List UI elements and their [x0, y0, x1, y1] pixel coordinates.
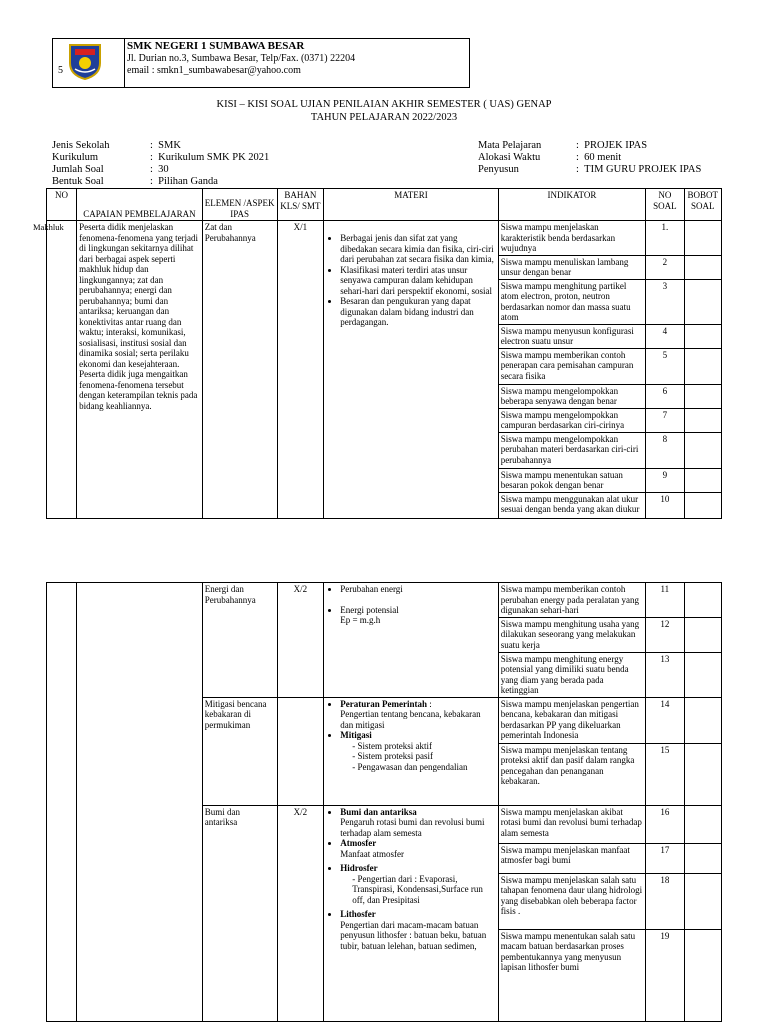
indikator-cell: Siswa mampu menjelaskan pengertian bencana, kebakaran dan mitigasi berdasarkan PP yang dikeluarkan pemerintah Indonesia — [498, 697, 645, 743]
page-number: 5 — [58, 65, 63, 76]
info-label: Jumlah Soal — [52, 164, 104, 175]
info-value: : PROJEK IPAS — [576, 140, 648, 151]
indikator-cell: Siswa mampu menghitung energy potensial yang dimiliki suatu benda yang diam yang berada pada ketinggian — [498, 652, 645, 697]
table-row — [47, 583, 722, 618]
materi-item: • Klasifikasi materi terdiri atas unsur senyawa campuran dalam kehidupan sehari-hari dari perspektif ekonomi, sosial — [340, 265, 495, 297]
bobot-cell — [684, 408, 721, 432]
indikator-cell: Siswa mampu menghitung partikel atom electron, proton, neutron berdasarkan nomor dan massa suatu atom — [498, 279, 645, 324]
bobot-cell — [684, 432, 721, 468]
materi-item: • Peraturan Pemerintah : Pengertian tentang bencana, kebakaran dan mitigasi — [340, 699, 495, 731]
col-header-materi: MATERI — [324, 189, 498, 221]
no-soal-cell: 8 — [646, 432, 684, 468]
materi-item: • Mitigasi - Sistem proteksi aktif - Sistem proteksi pasif - Pengawasan dan pengendalian — [340, 730, 495, 772]
indikator-cell: Siswa mampu memberikan contoh penerapan cara pemisahan campuran secara fisika — [498, 348, 645, 384]
bobot-cell — [684, 805, 721, 843]
no-soal-cell: 7 — [646, 408, 684, 432]
info-label: Penyusun — [478, 164, 519, 175]
no-soal-cell: 3 — [646, 279, 684, 324]
bobot-cell — [684, 843, 721, 873]
indikator-cell: Siswa mampu menuliskan lambang unsur dengan benar — [498, 255, 645, 279]
indikator-cell: Siswa mampu menjelaskan manfaat atmosfer bagi bumi — [498, 843, 645, 873]
no-soal-cell: 9 — [646, 468, 684, 492]
indikator-cell: Siswa mampu menjelaskan tentang proteksi aktif dan pasif dalam rangka pencegahan dan penanganan kebakaran. — [498, 743, 645, 805]
no-soal-cell: 12 — [646, 617, 684, 652]
no-soal-cell: 17 — [646, 843, 684, 873]
bahan-cell — [277, 697, 324, 805]
col-header-elemen: ELEMEN /ASPEK IPAS — [202, 189, 277, 221]
document-title: KISI – KISI SOAL UJIAN PENILAIAN AKHIR SEMESTER ( UAS) GENAP — [216, 99, 552, 110]
materi-item: • Besaran dan pengukuran yang dapat digunakan dalam bidang industri dan perdagangan. — [340, 296, 495, 328]
letterhead — [52, 38, 470, 88]
kisi-table-1 — [33, 188, 722, 519]
document-subtitle: TAHUN PELAJARAN 2022/2023 — [310, 112, 458, 123]
no-soal-cell: 10 — [646, 492, 684, 518]
materi-item: • Lithosfer Pengertian dari macam-macam batuan penyusun lithosfer : batuan beku, batuan tubir, batuan lelehan, batuan sedimen, — [340, 909, 495, 951]
bobot-cell — [684, 324, 721, 348]
no-soal-cell: 14 — [646, 697, 684, 743]
bobot-cell — [684, 384, 721, 408]
school-name: SMK NEGERI 1 SUMBAWA BESAR — [127, 40, 305, 52]
no-soal-cell: 1. — [646, 221, 684, 256]
col-header-bobot: BOBOT SOAL — [684, 189, 721, 221]
logo-cell — [53, 39, 125, 87]
materi-cell — [324, 583, 498, 698]
info-value: : TIM GURU PROJEK IPAS — [576, 164, 702, 175]
col-header-indikator: INDIKATOR — [498, 189, 645, 221]
bobot-cell — [684, 279, 721, 324]
bobot-cell — [684, 468, 721, 492]
no-soal-cell: 15 — [646, 743, 684, 805]
elemen-cell: Mitigasi bencana kebakaran di permukiman — [202, 697, 277, 805]
bobot-cell — [684, 617, 721, 652]
materi-cell — [324, 697, 498, 805]
info-label: Jenis Sekolah — [52, 140, 110, 151]
info-value: : Pilihan Ganda — [150, 176, 218, 187]
capaian-cell: Peserta didik menjelaskan fenomena-fenomena yang terjadi di lingkungan sekitarnya dilihat dari berbagai aspek seperti makhluk hidup dan lingkungannya; zat dan perubahannya; energi dan perubahannya; bumi dan antariksa; keruangan dan konektivitas antar ruang dan waktu; interaksi, komunikasi, sosialisasi, institusi sosial dan dinamika sosial; serta perilaku ekonomi dan kesejahteraan. Peserta didik juga mengaitkan fenomena-fenomena tersebut dengan keterampilan teknis pada bidang keahliannya. — [77, 221, 203, 519]
no-soal-cell: 2 — [646, 255, 684, 279]
letterhead-text — [127, 40, 355, 78]
materi-item: • Energi potensial — [340, 605, 495, 616]
indikator-cell: Siswa mampu menggunakan alat ukur sesuai dengan benda yang akan diukur — [498, 492, 645, 518]
indikator-cell: Siswa mampu memberikan contoh perubahan energy pada peralatan yang digunakan sehari-hari — [498, 583, 645, 618]
indikator-cell: Siswa mampu menentukan salah satu macam batuan berdasarkan proses pembentukannya yang menyusun lapisan lithosfer bumi — [498, 929, 645, 1021]
indikator-cell: Siswa mampu menjelaskan karakteristik benda berdasarkan wujudnya — [498, 221, 645, 256]
kisi-table-2 — [46, 582, 722, 1022]
no-soal-cell: 13 — [646, 652, 684, 697]
elemen-cell: Zat dan Perubahannya — [202, 221, 277, 519]
formula: Ep = m.g.h — [340, 615, 381, 625]
indikator-cell: Siswa mampu mengelompokkan perubahan materi berdasarkan ciri-ciri perubahannya — [498, 432, 645, 468]
info-value: : Kurikulum SMK PK 2021 — [150, 152, 270, 163]
info-value: : SMK — [150, 140, 181, 151]
info-label: Mata Pelajaran — [478, 140, 542, 151]
bobot-cell — [684, 348, 721, 384]
info-label: Alokasi Waktu — [478, 152, 541, 163]
bobot-cell — [684, 697, 721, 743]
materi-item: • Hidrosfer - Pengertian dari : Evaporasi, Transpirasi, Kondensasi,Surface run off, dan Presipitasi — [340, 863, 495, 905]
col-header-capaian: CAPAIAN PEMBELAJARAN — [77, 189, 203, 221]
bahan-cell: X/1 — [277, 221, 324, 519]
info-label: Kurikulum — [52, 152, 99, 163]
bobot-cell — [684, 492, 721, 518]
materi-item: • Berbagai jenis dan sifat zat yang dibedakan secara kimia dan fisika, ciri-ciri dari perubahan zat secara fisika dan kimia, — [340, 233, 495, 265]
bobot-cell — [684, 652, 721, 697]
section-no: Makhluk — [47, 221, 77, 519]
no-soal-cell: 11 — [646, 583, 684, 618]
bobot-cell — [684, 583, 721, 618]
no-cell — [47, 583, 77, 1022]
bahan-cell: X/2 — [277, 805, 324, 1021]
no-soal-cell: 6 — [646, 384, 684, 408]
indikator-cell: Siswa mampu mengelompokkan beberapa senyawa dengan benar — [498, 384, 645, 408]
no-soal-cell: 19 — [646, 929, 684, 1021]
materi-cell — [324, 221, 498, 519]
info-value: : 30 — [150, 164, 169, 175]
bobot-cell — [684, 743, 721, 805]
materi-item: • Bumi dan antariksa Pengaruh rotasi bumi dan revolusi bumi terhadap alam semesta — [340, 807, 495, 839]
materi-cell — [324, 805, 498, 1021]
indikator-cell: Siswa mampu menentukan satuan besaran pokok dengan benar — [498, 468, 645, 492]
bahan-cell: X/2 — [277, 583, 324, 698]
no-soal-cell: 4 — [646, 324, 684, 348]
info-label: Bentuk Soal — [52, 176, 104, 187]
school-emblem-icon — [66, 41, 104, 81]
school-address: Jl. Durian no.3, Sumbawa Besar, Telp/Fax. (0371) 22204 — [127, 52, 356, 64]
bobot-cell — [684, 929, 721, 1021]
no-soal-cell: 18 — [646, 873, 684, 929]
school-email: email : smkn1_sumbawabesar@yahoo.com — [127, 65, 301, 76]
materi-item: • Atmosfer Manfaat atmosfer — [340, 838, 495, 859]
bobot-cell — [684, 255, 721, 279]
no-soal-cell: 16 — [646, 805, 684, 843]
indikator-cell: Siswa mampu menghitung usaha yang dilakukan seseorang yang melakukan suatu kerja — [498, 617, 645, 652]
capaian-cell — [77, 583, 203, 1022]
elemen-cell: Bumi dan antariksa — [202, 805, 277, 1021]
col-header-no-soal: NO SOAL — [646, 189, 684, 221]
col-header-bahan: BAHAN KLS/ SMT — [277, 189, 324, 221]
elemen-cell: Energi dan Perubahannya — [202, 583, 277, 698]
indikator-cell: Siswa mampu menjelaskan salah satu tahapan fenomena daur ulang hidrologi yang disebabkan oleh beberapa factor fisis . — [498, 873, 645, 929]
col-header-no: NO — [47, 189, 77, 221]
no-soal-cell: 5 — [646, 348, 684, 384]
indikator-cell: Siswa mampu menyusun konfigurasi electron suatu unsur — [498, 324, 645, 348]
bobot-cell — [684, 873, 721, 929]
bobot-cell — [684, 221, 721, 256]
indikator-cell: Siswa mampu menjelaskan akibat rotasi bumi dan revolusi bumi terhadap alam semesta — [498, 805, 645, 843]
indikator-cell: Siswa mampu mengelompokkan campuran berdasarkan ciri-cirinya — [498, 408, 645, 432]
info-value: : 60 menit — [576, 152, 622, 163]
materi-item: • Perubahan energi — [340, 584, 495, 595]
